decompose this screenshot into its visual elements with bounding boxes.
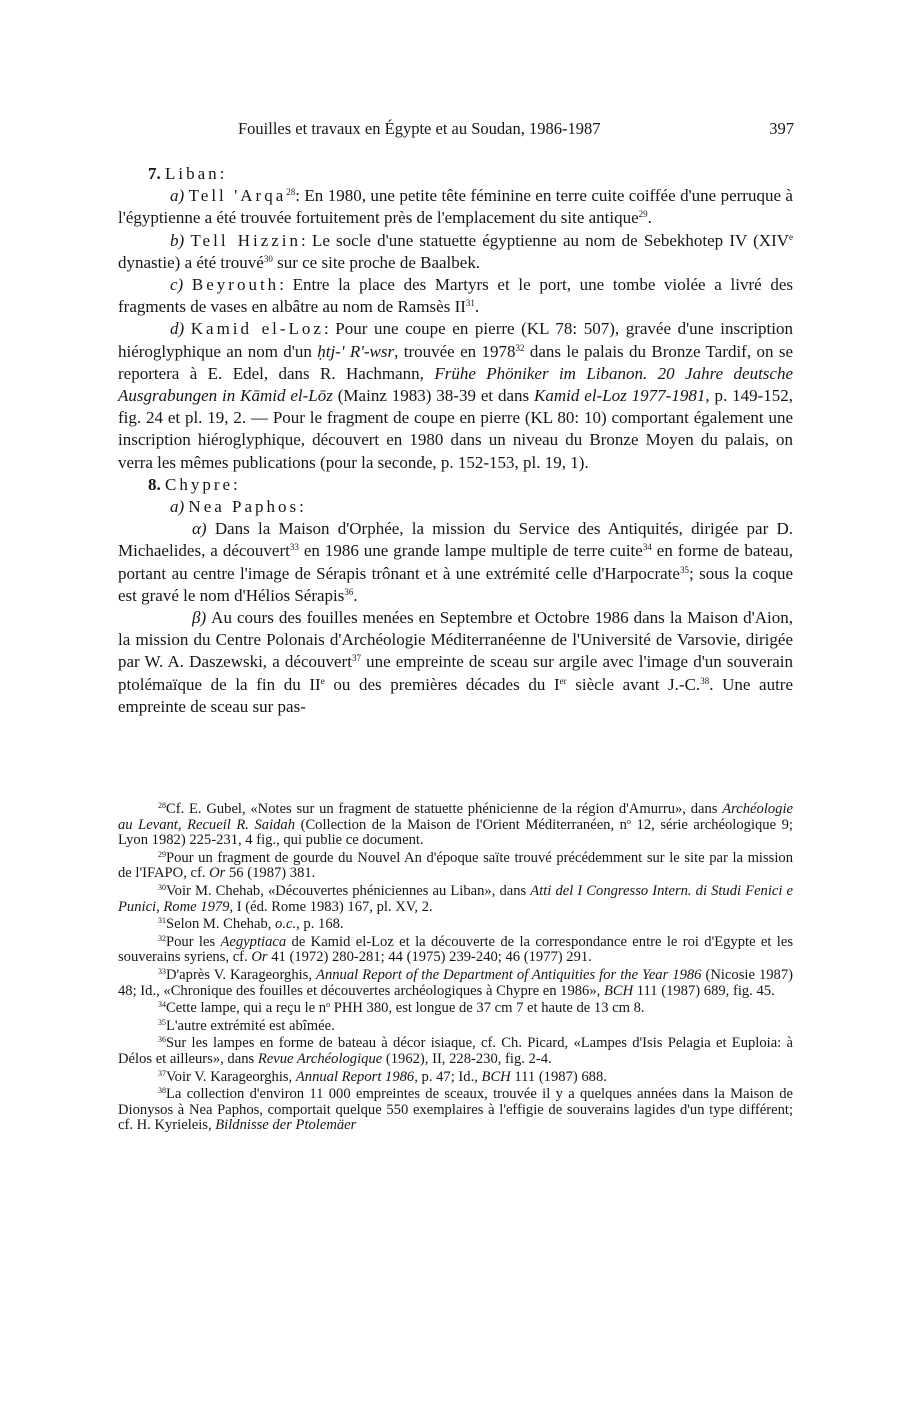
footnote-ref: 38	[700, 675, 710, 686]
footnote-38: $^{38}$La collection d'environ 11 000 empreintes de sceaux, trouvée il y a quelques années dans la Maison de Dionysos à Nea Paphos, comportait quelque 550 exemplaires à l'effigie de souverains lagides d'un type différent; cf. H. Kyrieleis, Bildnisse der Ptolemäer	[118, 1086, 793, 1134]
footnote-29: $^{29}$Pour un fragment de gourde du Nouvel An d'époque saïte trouvé précédemment sur le site par la mission de l'IFAPO, cf. Or 56 (1987) 381.	[118, 849, 793, 882]
footnote-ref: 32	[515, 342, 525, 353]
page-header	[118, 119, 794, 143]
footnote-ref: 29	[638, 209, 648, 220]
paragraph-tell-arqa: a) Tell 'Arqa$^{28}$: En 1980, une petite tête féminine en terre cuite coiffée d'une perruque à l'égyptienne a été trouvée fortuitement près de l'emplacement du site antique$^{29}$.	[118, 186, 793, 228]
footnote-ref: 30	[263, 253, 273, 264]
paragraph-kamid-el-loz: d) Kamid el-Loz: Pour une coupe en pierre (KL 78: 507), gravée d'une inscription hiéroglyphique an nom d'un ḥtj-' R'-wsr, trouvée en 1978$^{32}$ dans le palais du Bronze Tardif, on se reportera à E. Edel, dans R. Hachmann, Frühe Phöniker im Libanon. 20 Jahre deutsche Ausgrabungen in Kāmid el-Lōz (Mainz 1983) 38-39 et dans Kamid el-Loz 1977-1981, p. 149-152, fig. 24 et pl. 19, 2. — Pour le fragment de coupe en pierre (KL 80: 10) comportant également une inscription hiéroglyphique, découvert en 1980 dans un niveau du Bronze Moyen du palais, on verra les mêmes publications (pour la seconde, p. 152-153, pl. 19, 1).	[118, 319, 794, 472]
footnote-37: $^{37}$Voir V. Karageorghis, Annual Report 1986, p. 47; Id., BCH 111 (1987) 688.	[158, 1068, 607, 1085]
paragraph-alpha: α) Dans la Maison d'Orphée, la mission du Service des Antiquités, dirigée par D. Michaelides, a découvert$^{33}$ en 1986 une grande lampe multiple de terre cuite$^{34}$ en forme de bateau, portant au centre l'image de Sérapis trônant et à une extrémité celle d'Harpocrate$^{35}$; sous la coque est gravé le nom d'Hélios Sérapis$^{36}$.	[118, 519, 793, 605]
section-7-heading: 7. Liban:	[148, 164, 225, 183]
footnote-ref: 28	[286, 187, 296, 198]
footnote-ref: 37	[351, 653, 361, 664]
footnote-28: $^{28}$Cf. E. Gubel, «Notes sur un fragment de statuette phénicienne de la région d'Amurru», dans Archéologie au Levant, Recueil R. Saidah (Collection de la Maison de l'Orient Méditerranéen, $n^o$ 12, série archéologique 9; Lyon 1982) 225-231, 4 fig., qui publie ce document.	[118, 801, 793, 849]
footnote-36: $^{36}$Sur les lampes en forme de bateau à décor isiaque, cf. Ch. Picard, «Lampes d'Isis Pelagia et Euploia: à Délos et ailleurs», dans Revue Archéologique (1962), II, 228-230, fig. 2-4.	[118, 1035, 793, 1067]
footnote-ref: 35	[679, 564, 689, 575]
footnotes	[118, 802, 793, 1136]
footnote-33: $^{33}$D'après V. Karageorghis, Annual Report of the Department of Antiquities for the Year 1986 (Nicosie 1987) 48; Id., «Chronique des fouilles et découvertes archéologiques à Chypre en 1986», BCH 111 (1987) 689, fig. 45.	[118, 966, 793, 999]
footnote-ref: 34	[642, 542, 652, 553]
footnote-ref: 33	[289, 542, 299, 553]
paragraph-beta: β) Au cours des fouilles menées en Septembre et Octobre 1986 dans la Maison d'Aion, la mission du Centre Polonais d'Archéologie Méditerranéenne de l'Université de Varsovie, dirigée par W. A. Daszewski, a découvert$^{37}$ une empreinte de sceau sur argile avec l'image d'un souverain ptolémaïque de la fin du IIe ou des premières décades du Ier siècle avant J.-C.$^{38}$. Une autre empreinte de sceau sur pas-	[118, 608, 794, 716]
page-number: 397	[769, 119, 794, 138]
footnote-34: $^{34}$Cette lampe, qui a reçu le $n^o$ PHH 380, est longue de 37 cm 7 et haute de 13 cm 8.	[158, 1000, 645, 1017]
footnote-31: $^{31}$Selon M. Chehab, o.c., p. 168.	[158, 916, 344, 933]
main-text	[118, 163, 793, 718]
section-7-title: Liban	[165, 164, 220, 183]
paragraph-beyrouth: c) Beyrouth: Entre la place des Martyrs et le port, une tombe violée a livré des fragments de vases en albâtre au nom de Ramsès II$^{31}$.	[118, 275, 793, 317]
paragraph-tell-hizzin: b) Tell Hizzin: Le socle d'une statuette égyptienne au nom de Sebekhotep IV (XIVe dynastie) a été trouvé$^{30}$ sur ce site proche de Baalbek.	[118, 230, 794, 272]
footnote-30: $^{30}$Voir M. Chehab, «Découvertes phéniciennes au Liban», dans Atti del I Congresso Intern. di Studi Fenici e Punici, Rome 1979, I (éd. Rome 1983) 167, pl. XV, 2.	[118, 882, 793, 915]
running-title: Fouilles et travaux en Égypte et au Soudan, 1986-1987	[238, 119, 601, 138]
footnote-ref: 31	[465, 298, 475, 309]
subsection-nea-paphos: a) Nea Paphos:	[170, 497, 304, 517]
footnote-35: $^{35}$L'autre extrémité est abîmée.	[158, 1017, 335, 1034]
section-8-heading: 8. Chypre:	[148, 474, 238, 494]
section-8-title: Chypre	[165, 474, 234, 494]
footnote-32: $^{32}$Pour les Aegyptiaca de Kamid el-Loz et la découverte de la correspondance entre le roi d'Egypte et les souverains syriens, cf. Or 41 (1972) 280-281; 44 (1975) 239-240; 46 (1977) 291.	[118, 933, 794, 966]
footnote-ref: 36	[344, 586, 354, 597]
